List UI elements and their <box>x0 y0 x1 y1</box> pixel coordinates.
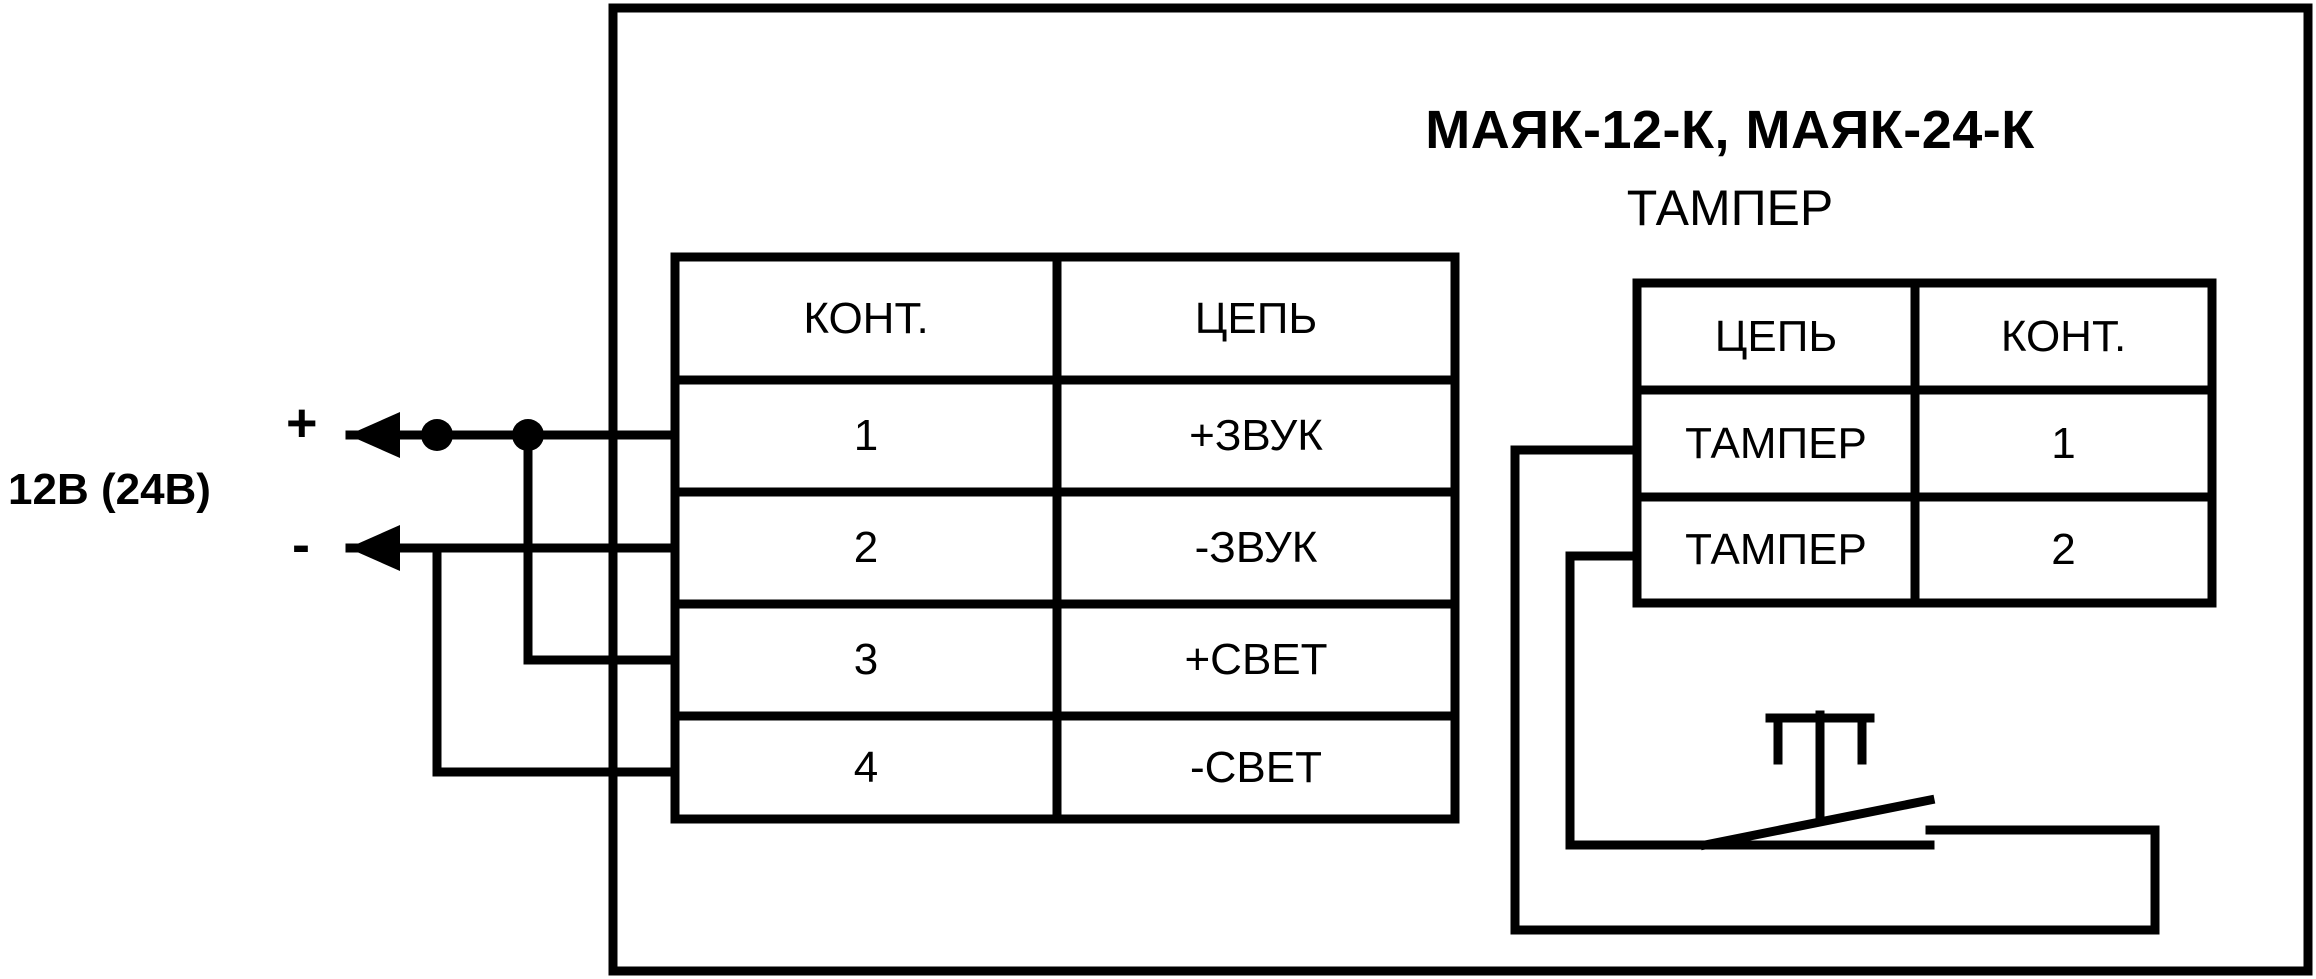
device-title <box>1230 100 2230 160</box>
left-table-row4-circuit: -СВЕТ <box>1190 742 1322 792</box>
right-table-row1-contact: 1 <box>2051 418 2076 468</box>
device-title-text: МАЯК-12-К, МАЯК-24-К <box>1425 100 2035 160</box>
right-table-row2-circuit: ТАМПЕР <box>1685 525 1867 574</box>
left-table-row1-circuit: +ЗВУК <box>1189 411 1323 460</box>
device-subtitle <box>1230 180 2230 236</box>
junction-dot-1 <box>421 419 453 451</box>
left-table-row3-contact: 3 <box>853 635 879 684</box>
left-table-header-circuit: ЦЕПЬ <box>1194 293 1318 343</box>
polarity-plus-label: + <box>286 393 318 453</box>
left-table-header-contact: КОНТ. <box>803 293 929 343</box>
left-table-row4-contact: 4 <box>853 742 879 792</box>
left-table-row1-contact: 1 <box>853 411 879 460</box>
junction-dot-2 <box>512 419 544 451</box>
polarity-minus-label: - <box>292 515 310 575</box>
right-table-row2-contact: 2 <box>2051 525 2076 574</box>
right-table-header-circuit: ЦЕПЬ <box>1714 311 1838 361</box>
left-table-row2-contact: 2 <box>853 523 879 572</box>
device-subtitle-text: ТАМПЕР <box>1626 180 1834 236</box>
arrow-minus <box>348 525 400 571</box>
arrow-plus <box>348 412 400 458</box>
left-table-row3-circuit: +СВЕТ <box>1184 635 1328 684</box>
left-table-row2-circuit: -ЗВУК <box>1194 523 1318 572</box>
right-table-header-contact: КОНТ. <box>2000 311 2127 361</box>
power-supply-label: 12В (24В) <box>8 465 211 514</box>
right-table-row1-circuit: ТАМПЕР <box>1685 418 1867 468</box>
